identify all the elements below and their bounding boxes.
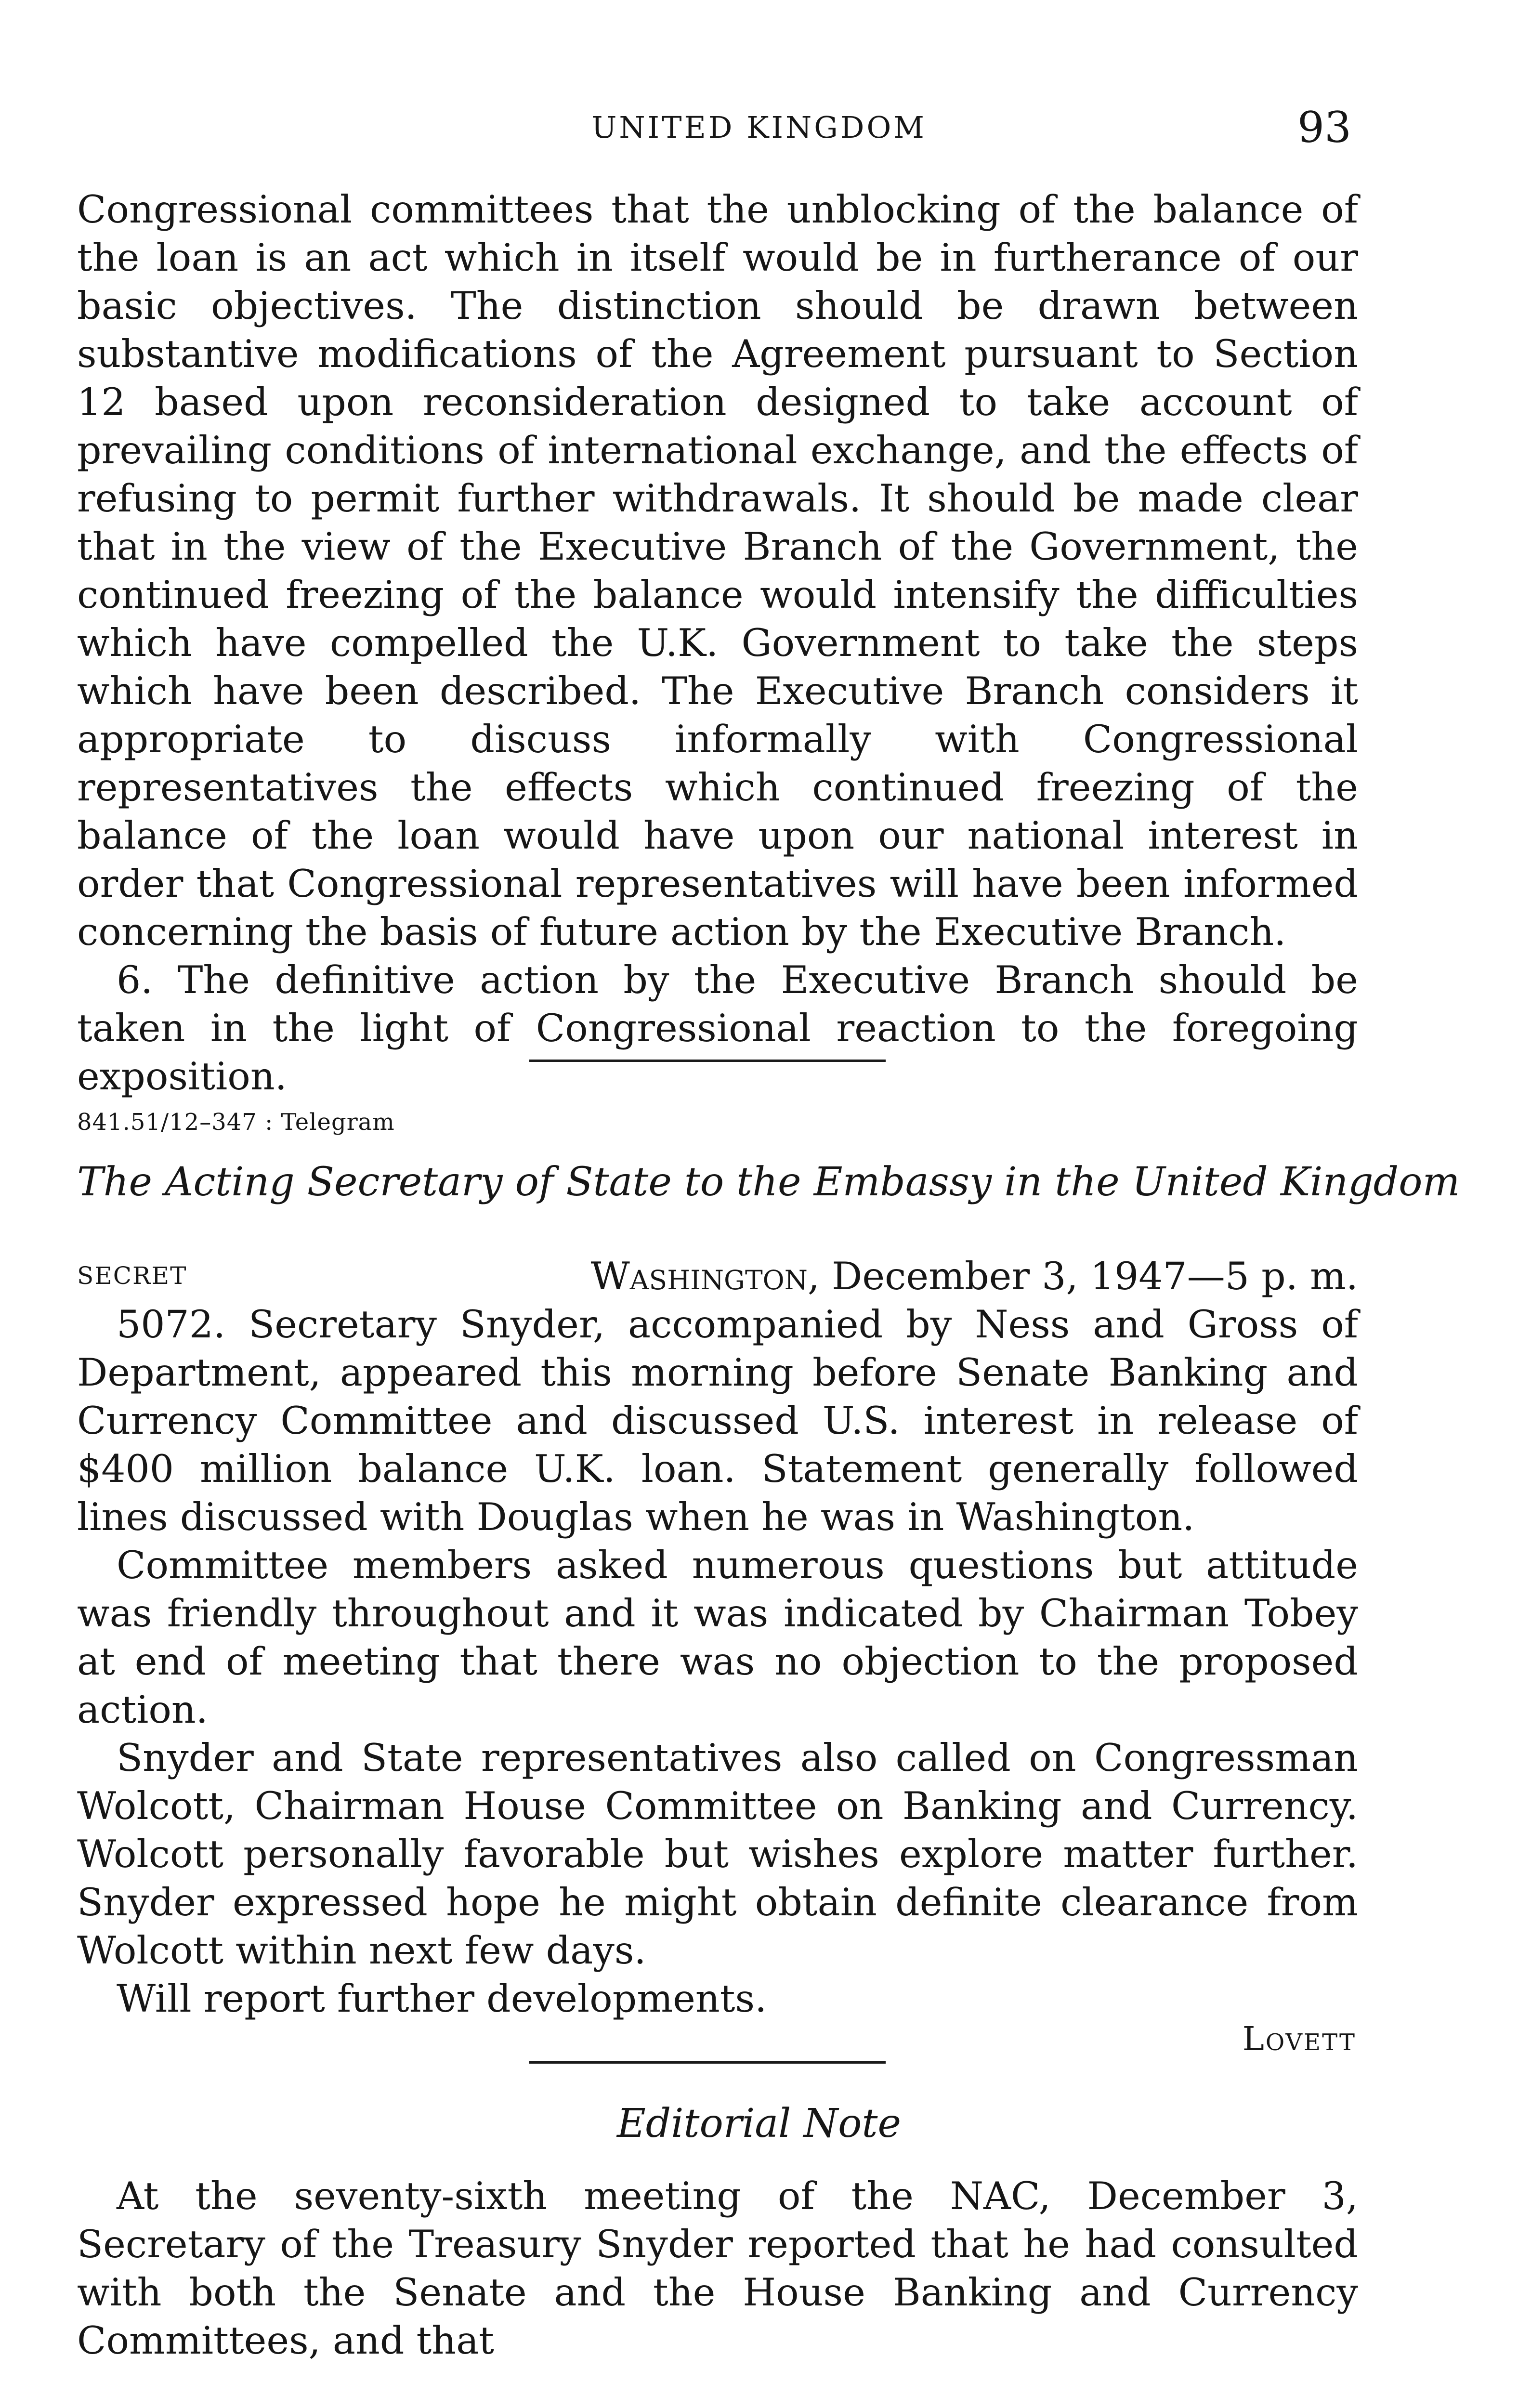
telegram-paragraph: Will report further developments. bbox=[117, 1976, 767, 2021]
place-and-date bbox=[591, 1252, 1358, 1300]
editorial-note-body bbox=[77, 2172, 1358, 2365]
continued-section bbox=[77, 185, 1358, 1100]
file-reference: 841.51/12–347 : Telegram bbox=[77, 1109, 395, 1136]
classification-marking: SECRET bbox=[77, 1262, 187, 1290]
running-title: UNITED KINGDOM bbox=[591, 110, 927, 145]
continued-paragraph: Congressional committees that the unblocking of the balance of the loan is an act which in itself would be in furtherance of our basic objectives. The distinction should be drawn between substantive modifications of the Agreement pursuant to Section 12 based upon reconsideration designed to take account of prevailing conditions of international exchange, and the effects of refusing to permit further withdrawals. It should be made clear that in the view of the Executive Branch of the Government, the continued freezing of the balance would intensify the difficulties which have compelled the U.K. Government to take the steps which have been described. The Executive Branch considers it appropriate to discuss informally with Congressional representatives the effects which continued freezing of the balance of the loan would have upon our national interest in order that Congressional representatives will have been informed concerning the basis of future action by the Executive Branch. bbox=[77, 187, 1358, 954]
date-time: , December 3, 1947—5 p. m. bbox=[807, 1254, 1358, 1298]
running-header bbox=[0, 101, 1518, 154]
place: Washington bbox=[590, 1254, 808, 1298]
numbered-paragraph-6: 6. The definitive action by the Executive Branch should be taken in the light of Congressional reaction to the foregoing exposition. bbox=[77, 958, 1358, 1099]
telegram-body bbox=[77, 1300, 1358, 2023]
page-number: 93 bbox=[1297, 103, 1351, 152]
document-title: The Acting Secretary of State to the Embassy in the United Kingdom bbox=[77, 1159, 1460, 1205]
section-divider bbox=[529, 1060, 886, 1062]
editorial-paragraph: At the seventy-sixth meeting of the NAC, December 3, Secretary of the Treasury Snyder reported that he had consulted with both the Senate and the House Banking and Currency Committees, and that bbox=[77, 2174, 1358, 2363]
editorial-note-heading: Editorial Note bbox=[616, 2101, 902, 2146]
section-divider bbox=[529, 2061, 886, 2064]
telegram-paragraph: 5072. Secretary Snyder, accompanied by Ness and Gross of Department, appeared this morning before Senate Banking and Currency Committee and discussed U.S. interest in release of $400 million balance U.K. loan. Statement generally followed lines discussed with Douglas when he was in Washington. bbox=[77, 1302, 1358, 1539]
telegram-paragraph: Snyder and State representatives also called on Congressman Wolcott, Chairman House Committee on Banking and Currency. Wolcott personally favorable but wishes explore matter further. Snyder expressed hope he might obtain definite clearance from Wolcott within next few days. bbox=[77, 1736, 1358, 1973]
dateline bbox=[77, 1252, 1358, 1300]
telegram-paragraph: Committee members asked numerous questions but attitude was friendly throughout and it was indicated by Chairman Tobey at end of meeting that there was no objection to the proposed action. bbox=[77, 1543, 1358, 1732]
signature: Lovett bbox=[1242, 2020, 1356, 2058]
